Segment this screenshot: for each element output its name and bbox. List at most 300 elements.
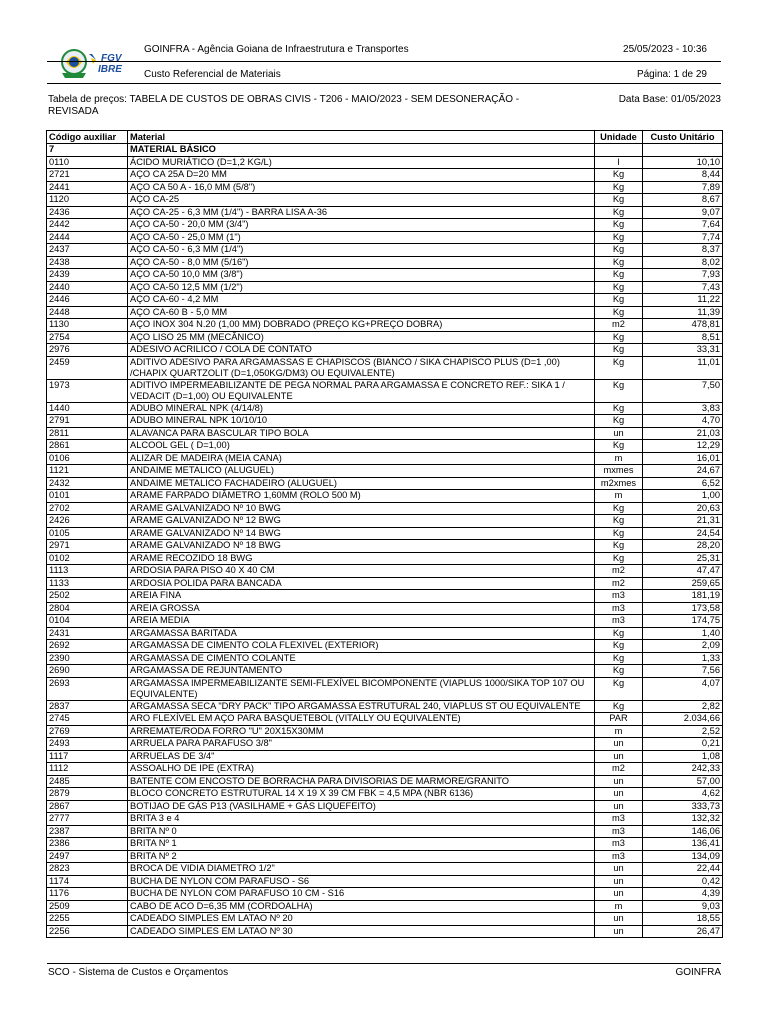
cell-code: 2448 <box>47 306 128 319</box>
cell-price: 173,58 <box>643 602 723 615</box>
table-row <box>47 356 723 379</box>
table-row <box>47 465 723 478</box>
table-row <box>47 502 723 515</box>
table-row <box>47 379 723 402</box>
org-name: GOINFRA - Agência Goiana de Infraestrutura e Transportes <box>144 44 409 55</box>
cell-code: 1440 <box>47 402 128 415</box>
cell-price: 2,52 <box>643 725 723 738</box>
cell-material: ARGAMASSA DE CIMENTO COLANTE <box>128 652 595 665</box>
table-row <box>47 306 723 319</box>
cell-price: 1,08 <box>643 750 723 763</box>
table-row <box>47 156 723 169</box>
cell-price: 7,64 <box>643 219 723 232</box>
cell-unit: Kg <box>595 677 643 700</box>
cell-code: 2690 <box>47 665 128 678</box>
cell-code: 1120 <box>47 194 128 207</box>
cell-code: 2769 <box>47 725 128 738</box>
cell-price: 4,70 <box>643 415 723 428</box>
cell-unit: Kg <box>595 379 643 402</box>
cell-price: 12,29 <box>643 440 723 453</box>
cell-unit: Kg <box>595 527 643 540</box>
col-header-code: Código auxiliar <box>47 131 128 144</box>
table-row <box>47 813 723 826</box>
cell-code: 2446 <box>47 294 128 307</box>
table-row <box>47 863 723 876</box>
table-row <box>47 700 723 713</box>
cell-material: BRITA Nº 1 <box>128 838 595 851</box>
table-row <box>47 838 723 851</box>
logo-ibre-text: IBRE <box>98 64 122 75</box>
cell-unit: m3 <box>595 615 643 628</box>
cell-material: AÇO CA-50 10,0 MM (3/8") <box>128 269 595 282</box>
cell-material: AREIA GROSSA <box>128 602 595 615</box>
cell-material: ARO FLEXÍVEL EM AÇO PARA BASQUETEBOL (VITALLY OU EQUIVALENTE) <box>128 713 595 726</box>
table-row <box>47 888 723 901</box>
cell-code: 2426 <box>47 515 128 528</box>
cell-code: 2791 <box>47 415 128 428</box>
cell-price: 33,31 <box>643 344 723 357</box>
cell-material: AÇO CA-50 12,5 MM (1/2") <box>128 281 595 294</box>
table-row <box>47 281 723 294</box>
cell-code: 2867 <box>47 800 128 813</box>
cell-price: 21,31 <box>643 515 723 528</box>
cell-unit: un <box>595 800 643 813</box>
cell-price: 2,82 <box>643 700 723 713</box>
cell-unit: m3 <box>595 838 643 851</box>
cell-material: ADUBO MINERAL NPK (4/14/8) <box>128 402 595 415</box>
cell-code: 1130 <box>47 319 128 332</box>
cell-unit: Kg <box>595 415 643 428</box>
cell-material: ADITIVO ADESIVO PARA ARGAMASSAS E CHAPISCOS (BIANCO / SIKA CHAPISCO PLUS (D=1 ,00) /CHAPIX QUARTZOLIT (D=1,050KG/DM3) OU EQUIVALENTE) <box>128 356 595 379</box>
cell-unit: un <box>595 925 643 938</box>
table-row <box>47 181 723 194</box>
cell-price: 11,22 <box>643 294 723 307</box>
cell-material: BRITA 3 e 4 <box>128 813 595 826</box>
cell-unit: Kg <box>595 502 643 515</box>
cell-material: AÇO CA-50 - 6,3 MM (1/4") <box>128 244 595 257</box>
cell-price: 2,09 <box>643 640 723 653</box>
table-row <box>47 763 723 776</box>
page-number: Página: 1 de 29 <box>636 69 707 80</box>
cell-material: AÇO CA-25 <box>128 194 595 207</box>
cell-price: 1,00 <box>643 490 723 503</box>
cell-material: ARREMATE/RODA FORRO "U" 20X15X30MM <box>128 725 595 738</box>
cell-code: 2497 <box>47 850 128 863</box>
section-unit-empty <box>595 144 643 157</box>
price-table-title <box>48 94 548 118</box>
cell-price: 3,83 <box>643 402 723 415</box>
cell-unit: Kg <box>595 294 643 307</box>
table-header-row <box>47 131 723 144</box>
col-header-material: Material <box>128 131 595 144</box>
col-header-unit: Unidade <box>595 131 643 144</box>
cell-code: 0105 <box>47 527 128 540</box>
cell-code: 1121 <box>47 465 128 478</box>
cell-material: ALIZAR DE MADEIRA (MEIA CANA) <box>128 452 595 465</box>
table-row <box>47 788 723 801</box>
cell-material: CADEADO SIMPLES EM LATAO Nº 20 <box>128 913 595 926</box>
cell-material: ARAME GALVANIZADO Nº 14 BWG <box>128 527 595 540</box>
cell-code: 2431 <box>47 627 128 640</box>
cell-price: 0,21 <box>643 738 723 751</box>
table-row <box>47 577 723 590</box>
table-row <box>47 415 723 428</box>
cell-material: ARAME GALVANIZADO Nº 10 BWG <box>128 502 595 515</box>
cell-price: 24,54 <box>643 527 723 540</box>
cell-price: 181,19 <box>643 590 723 603</box>
cell-material: BLOCO CONCRETO ESTRUTURAL 14 X 19 X 39 CM FBK = 4,5 MPA (NBR 6136) <box>128 788 595 801</box>
cell-unit: Kg <box>595 665 643 678</box>
cell-material: ARGAMASSA DE REJUNTAMENTO <box>128 665 595 678</box>
table-row <box>47 169 723 182</box>
table-row <box>47 725 723 738</box>
cell-code: 2976 <box>47 344 128 357</box>
cell-code: 2459 <box>47 356 128 379</box>
cell-price: 28,20 <box>643 540 723 553</box>
table-row <box>47 552 723 565</box>
cell-material: AÇO CA-50 - 20,0 MM (3/4") <box>128 219 595 232</box>
cell-price: 1,40 <box>643 627 723 640</box>
cell-price: 26,47 <box>643 925 723 938</box>
table-row <box>47 440 723 453</box>
table-row <box>47 244 723 257</box>
table-row <box>47 490 723 503</box>
cell-code: 0101 <box>47 490 128 503</box>
table-row <box>47 738 723 751</box>
cell-price: 7,93 <box>643 269 723 282</box>
cell-material: BRITA Nº 0 <box>128 825 595 838</box>
cell-price: 134,09 <box>643 850 723 863</box>
cell-unit: Kg <box>595 552 643 565</box>
cell-material: ARAME FARPADO DIÂMETRO 1,60MM (ROLO 500 M) <box>128 490 595 503</box>
table-row <box>47 913 723 926</box>
cell-price: 136,41 <box>643 838 723 851</box>
cell-code: 2879 <box>47 788 128 801</box>
cell-code: 2440 <box>47 281 128 294</box>
cell-code: 1174 <box>47 875 128 888</box>
table-row <box>47 477 723 490</box>
table-row <box>47 640 723 653</box>
cell-price: 57,00 <box>643 775 723 788</box>
cell-material: AÇO INOX 304 N.20 (1,00 MM) DOBRADO (PREÇO KG+PREÇO DOBRA) <box>128 319 595 332</box>
cell-unit: Kg <box>595 169 643 182</box>
table-row <box>47 269 723 282</box>
goinfra-fgv-logo <box>58 42 128 82</box>
cell-code: 2386 <box>47 838 128 851</box>
cell-material: AREIA FINA <box>128 590 595 603</box>
cell-material: ADUBO MINERAL NPK 10/10/10 <box>128 415 595 428</box>
cell-unit: Kg <box>595 219 643 232</box>
table-row <box>47 219 723 232</box>
cell-unit: un <box>595 888 643 901</box>
cell-code: 1117 <box>47 750 128 763</box>
cell-code: 2777 <box>47 813 128 826</box>
table-row <box>47 402 723 415</box>
cell-unit: Kg <box>595 700 643 713</box>
cell-material: ÁCIDO MURIÁTICO (D=1,2 KG/L) <box>128 156 595 169</box>
cell-code: 2438 <box>47 256 128 269</box>
table-row <box>47 527 723 540</box>
cell-unit: mxmes <box>595 465 643 478</box>
table-row <box>47 515 723 528</box>
cell-price: 11,01 <box>643 356 723 379</box>
cell-unit: Kg <box>595 640 643 653</box>
cell-code: 2745 <box>47 713 128 726</box>
cell-unit: Kg <box>595 540 643 553</box>
cell-unit: Kg <box>595 244 643 257</box>
cell-code: 2971 <box>47 540 128 553</box>
table-row <box>47 319 723 332</box>
cell-price: 16,01 <box>643 452 723 465</box>
cell-material: ARAME RECOZIDO 18 BWG <box>128 552 595 565</box>
table-row <box>47 775 723 788</box>
cell-code: 0110 <box>47 156 128 169</box>
cell-code: 2493 <box>47 738 128 751</box>
cell-material: AÇO CA-50 - 8,0 MM (5/16") <box>128 256 595 269</box>
table-row <box>47 627 723 640</box>
cell-price: 7,89 <box>643 181 723 194</box>
cell-code: 2442 <box>47 219 128 232</box>
report-title: Custo Referencial de Materiais <box>144 69 281 80</box>
cell-code: 1133 <box>47 577 128 590</box>
cell-material: ARGAMASSA BARITADA <box>128 627 595 640</box>
cell-price: 259,65 <box>643 577 723 590</box>
cell-unit: un <box>595 427 643 440</box>
materials-table <box>46 130 723 938</box>
cell-material: BOTIJAO DE GÁS P13 (VASILHAME + GÁS LIQUEFEITO) <box>128 800 595 813</box>
cell-code: 2804 <box>47 602 128 615</box>
cell-code: 1112 <box>47 763 128 776</box>
cell-price: 9,03 <box>643 900 723 913</box>
cell-price: 24,67 <box>643 465 723 478</box>
table-row <box>47 665 723 678</box>
cell-code: 2387 <box>47 825 128 838</box>
cell-unit: l <box>595 156 643 169</box>
cell-unit: Kg <box>595 515 643 528</box>
cell-code: 0106 <box>47 452 128 465</box>
cell-price: 10,10 <box>643 156 723 169</box>
table-row <box>47 602 723 615</box>
cell-price: 7,56 <box>643 665 723 678</box>
cell-unit: un <box>595 863 643 876</box>
header-bottom-divider <box>47 83 721 84</box>
cell-material: ARAME GALVANIZADO Nº 18 BWG <box>128 540 595 553</box>
cell-code: 2437 <box>47 244 128 257</box>
cell-code: 2811 <box>47 427 128 440</box>
section-row <box>47 144 723 157</box>
header-divider <box>47 61 721 62</box>
cell-material: ARGAMASSA IMPERMEABILIZANTE SEMI-FLEXÍVEL BICOMPONENTE (VIAPLUS 1000/SIKA TOP 107 OU EQUIVALENTE) <box>128 677 595 700</box>
cell-material: BRITA Nº 2 <box>128 850 595 863</box>
cell-price: 242,33 <box>643 763 723 776</box>
table-row <box>47 652 723 665</box>
cell-code: 2390 <box>47 652 128 665</box>
table-row <box>47 427 723 440</box>
cell-price: 4,62 <box>643 788 723 801</box>
cell-unit: m <box>595 900 643 913</box>
cell-unit: m2 <box>595 565 643 578</box>
cell-material: ADITIVO IMPERMEABILIZANTE DE PEGA NORMAL PARA ARGAMASSA E CONCRETO REF.: SIKA 1 / VEDACIT (D=1,00) OU EQUIVALENTE <box>128 379 595 402</box>
table-row <box>47 540 723 553</box>
cell-price: 8,37 <box>643 244 723 257</box>
cell-unit: Kg <box>595 344 643 357</box>
cell-unit: Kg <box>595 652 643 665</box>
cell-material: ALAVANCA PARA BASCULAR TIPO BOLA <box>128 427 595 440</box>
table-row <box>47 206 723 219</box>
cell-unit: m3 <box>595 813 643 826</box>
cell-material: BROCA DE VIDIA DIAMETRO 1/2" <box>128 863 595 876</box>
cell-price: 11,39 <box>643 306 723 319</box>
cell-price: 1,33 <box>643 652 723 665</box>
table-row <box>47 344 723 357</box>
cell-code: 2509 <box>47 900 128 913</box>
cell-price: 7,74 <box>643 231 723 244</box>
cell-unit: m2 <box>595 763 643 776</box>
cell-unit: un <box>595 738 643 751</box>
cell-price: 20,63 <box>643 502 723 515</box>
cell-code: 2754 <box>47 331 128 344</box>
section-name: MATERIAL BÁSICO <box>128 144 595 157</box>
cell-material: ASSOALHO DE IPE (EXTRA) <box>128 763 595 776</box>
cell-code: 2861 <box>47 440 128 453</box>
table-row <box>47 925 723 938</box>
cell-unit: m2xmes <box>595 477 643 490</box>
section-price-empty <box>643 144 723 157</box>
cell-price: 25,31 <box>643 552 723 565</box>
cell-unit: Kg <box>595 256 643 269</box>
cell-unit: Kg <box>595 231 643 244</box>
cell-material: ARGAMASSA DE CIMENTO COLA FLEXIVEL (EXTERIOR) <box>128 640 595 653</box>
cell-unit: Kg <box>595 281 643 294</box>
cell-material: ARDOSIA POLIDA PARA BANCADA <box>128 577 595 590</box>
cell-code: 0102 <box>47 552 128 565</box>
cell-code: 0104 <box>47 615 128 628</box>
cell-unit: un <box>595 913 643 926</box>
price-table-line-1: Tabela de preços: TABELA DE CUSTOS DE OBRAS CIVIS - T206 - MAIO/2023 - SEM DESONERAÇÃO - <box>48 94 520 105</box>
cell-unit: Kg <box>595 181 643 194</box>
cell-code: 2441 <box>47 181 128 194</box>
cell-material: AÇO LISO 25 MM (MECÂNICO) <box>128 331 595 344</box>
footer-org: GOINFRA <box>675 967 721 978</box>
cell-price: 6,52 <box>643 477 723 490</box>
cell-material: BUCHA DE NYLON COM PARAFUSO 10 CM - S16 <box>128 888 595 901</box>
cell-material: CADEADO SIMPLES EM LATAO Nº 30 <box>128 925 595 938</box>
cell-material: AÇO CA-60 B - 5,0 MM <box>128 306 595 319</box>
cell-code: 2436 <box>47 206 128 219</box>
cell-unit: Kg <box>595 356 643 379</box>
cell-unit: PAR <box>595 713 643 726</box>
footer-system-name: SCO - Sistema de Custos e Orçamentos <box>48 967 229 978</box>
cell-price: 146,06 <box>643 825 723 838</box>
table-row <box>47 615 723 628</box>
cell-unit: m <box>595 452 643 465</box>
table-row <box>47 331 723 344</box>
cell-price: 7,43 <box>643 281 723 294</box>
table-row <box>47 194 723 207</box>
cell-unit: Kg <box>595 269 643 282</box>
cell-code: 2692 <box>47 640 128 653</box>
cell-price: 47,47 <box>643 565 723 578</box>
cell-material: ANDAIME METALICO FACHADEIRO (ALUGUEL) <box>128 477 595 490</box>
cell-unit: Kg <box>595 306 643 319</box>
cell-code: 2256 <box>47 925 128 938</box>
cell-unit: m2 <box>595 319 643 332</box>
logo-fgv-text: FGV <box>101 53 122 64</box>
cell-unit: m3 <box>595 825 643 838</box>
cell-price: 4,39 <box>643 888 723 901</box>
cell-code: 2485 <box>47 775 128 788</box>
cell-code: 2444 <box>47 231 128 244</box>
cell-code: 2837 <box>47 700 128 713</box>
cell-code: 2432 <box>47 477 128 490</box>
table-row <box>47 590 723 603</box>
table-row <box>47 713 723 726</box>
cell-unit: m3 <box>595 602 643 615</box>
cell-unit: m <box>595 725 643 738</box>
cell-material: ALCOOL GEL ( D=1,00) <box>128 440 595 453</box>
cell-unit: Kg <box>595 402 643 415</box>
cell-code: 2255 <box>47 913 128 926</box>
cell-code: 2702 <box>47 502 128 515</box>
cell-price: 174,75 <box>643 615 723 628</box>
cell-unit: Kg <box>595 331 643 344</box>
cell-price: 9,07 <box>643 206 723 219</box>
cell-unit: m <box>595 490 643 503</box>
cell-code: 2693 <box>47 677 128 700</box>
cell-code: 2721 <box>47 169 128 182</box>
price-table-line-2: REVISADA <box>48 106 99 117</box>
cell-material: ADESIVO ACRILICO / COLA DE CONTATO <box>128 344 595 357</box>
cell-unit: m2 <box>595 577 643 590</box>
cell-price: 8,44 <box>643 169 723 182</box>
table-row <box>47 900 723 913</box>
cell-material: CABO DE ACO D=6,35 MM (CORDOALHA) <box>128 900 595 913</box>
footer-divider <box>47 963 721 964</box>
table-row <box>47 565 723 578</box>
cell-material: BATENTE COM ENCOSTO DE BORRACHA PARA DIVISORIAS DE MARMORE/GRANITO <box>128 775 595 788</box>
cell-price: 22,44 <box>643 863 723 876</box>
table-row <box>47 231 723 244</box>
cell-material: AREIA MEDIA <box>128 615 595 628</box>
cell-material: AÇO CA 50 A - 16,0 MM (5/8") <box>128 181 595 194</box>
cell-material: ANDAIME METALICO (ALUGUEL) <box>128 465 595 478</box>
cell-material: AÇO CA-50 - 25,0 MM (1") <box>128 231 595 244</box>
cell-unit: Kg <box>595 194 643 207</box>
report-datetime: 25/05/2023 - 10:36 <box>623 44 707 55</box>
cell-price: 478,81 <box>643 319 723 332</box>
cell-price: 132,32 <box>643 813 723 826</box>
section-code: 7 <box>47 144 128 157</box>
cell-code: 2823 <box>47 863 128 876</box>
cell-code: 1176 <box>47 888 128 901</box>
table-row <box>47 294 723 307</box>
cell-material: AÇO CA-25 - 6,3 MM (1/4") - BARRA LISA A-36 <box>128 206 595 219</box>
cell-unit: un <box>595 875 643 888</box>
cell-unit: m3 <box>595 590 643 603</box>
table-row <box>47 256 723 269</box>
cell-material: ARAME GALVANIZADO Nº 12 BWG <box>128 515 595 528</box>
table-row <box>47 850 723 863</box>
cell-material: ARRUELAS DE 3/4" <box>128 750 595 763</box>
cell-code: 2502 <box>47 590 128 603</box>
col-header-price: Custo Unitário <box>643 131 723 144</box>
cell-unit: un <box>595 788 643 801</box>
cell-material: ARGAMASSA SECA "DRY PACK" TIPO ARGAMASSA ESTRUTURAL 240, VIAPLUS ST OU EQUIVALENTE <box>128 700 595 713</box>
cell-code: 1113 <box>47 565 128 578</box>
cell-price: 7,50 <box>643 379 723 402</box>
cell-material: BUCHA DE NYLON COM PARAFUSO - S6 <box>128 875 595 888</box>
table-row <box>47 452 723 465</box>
